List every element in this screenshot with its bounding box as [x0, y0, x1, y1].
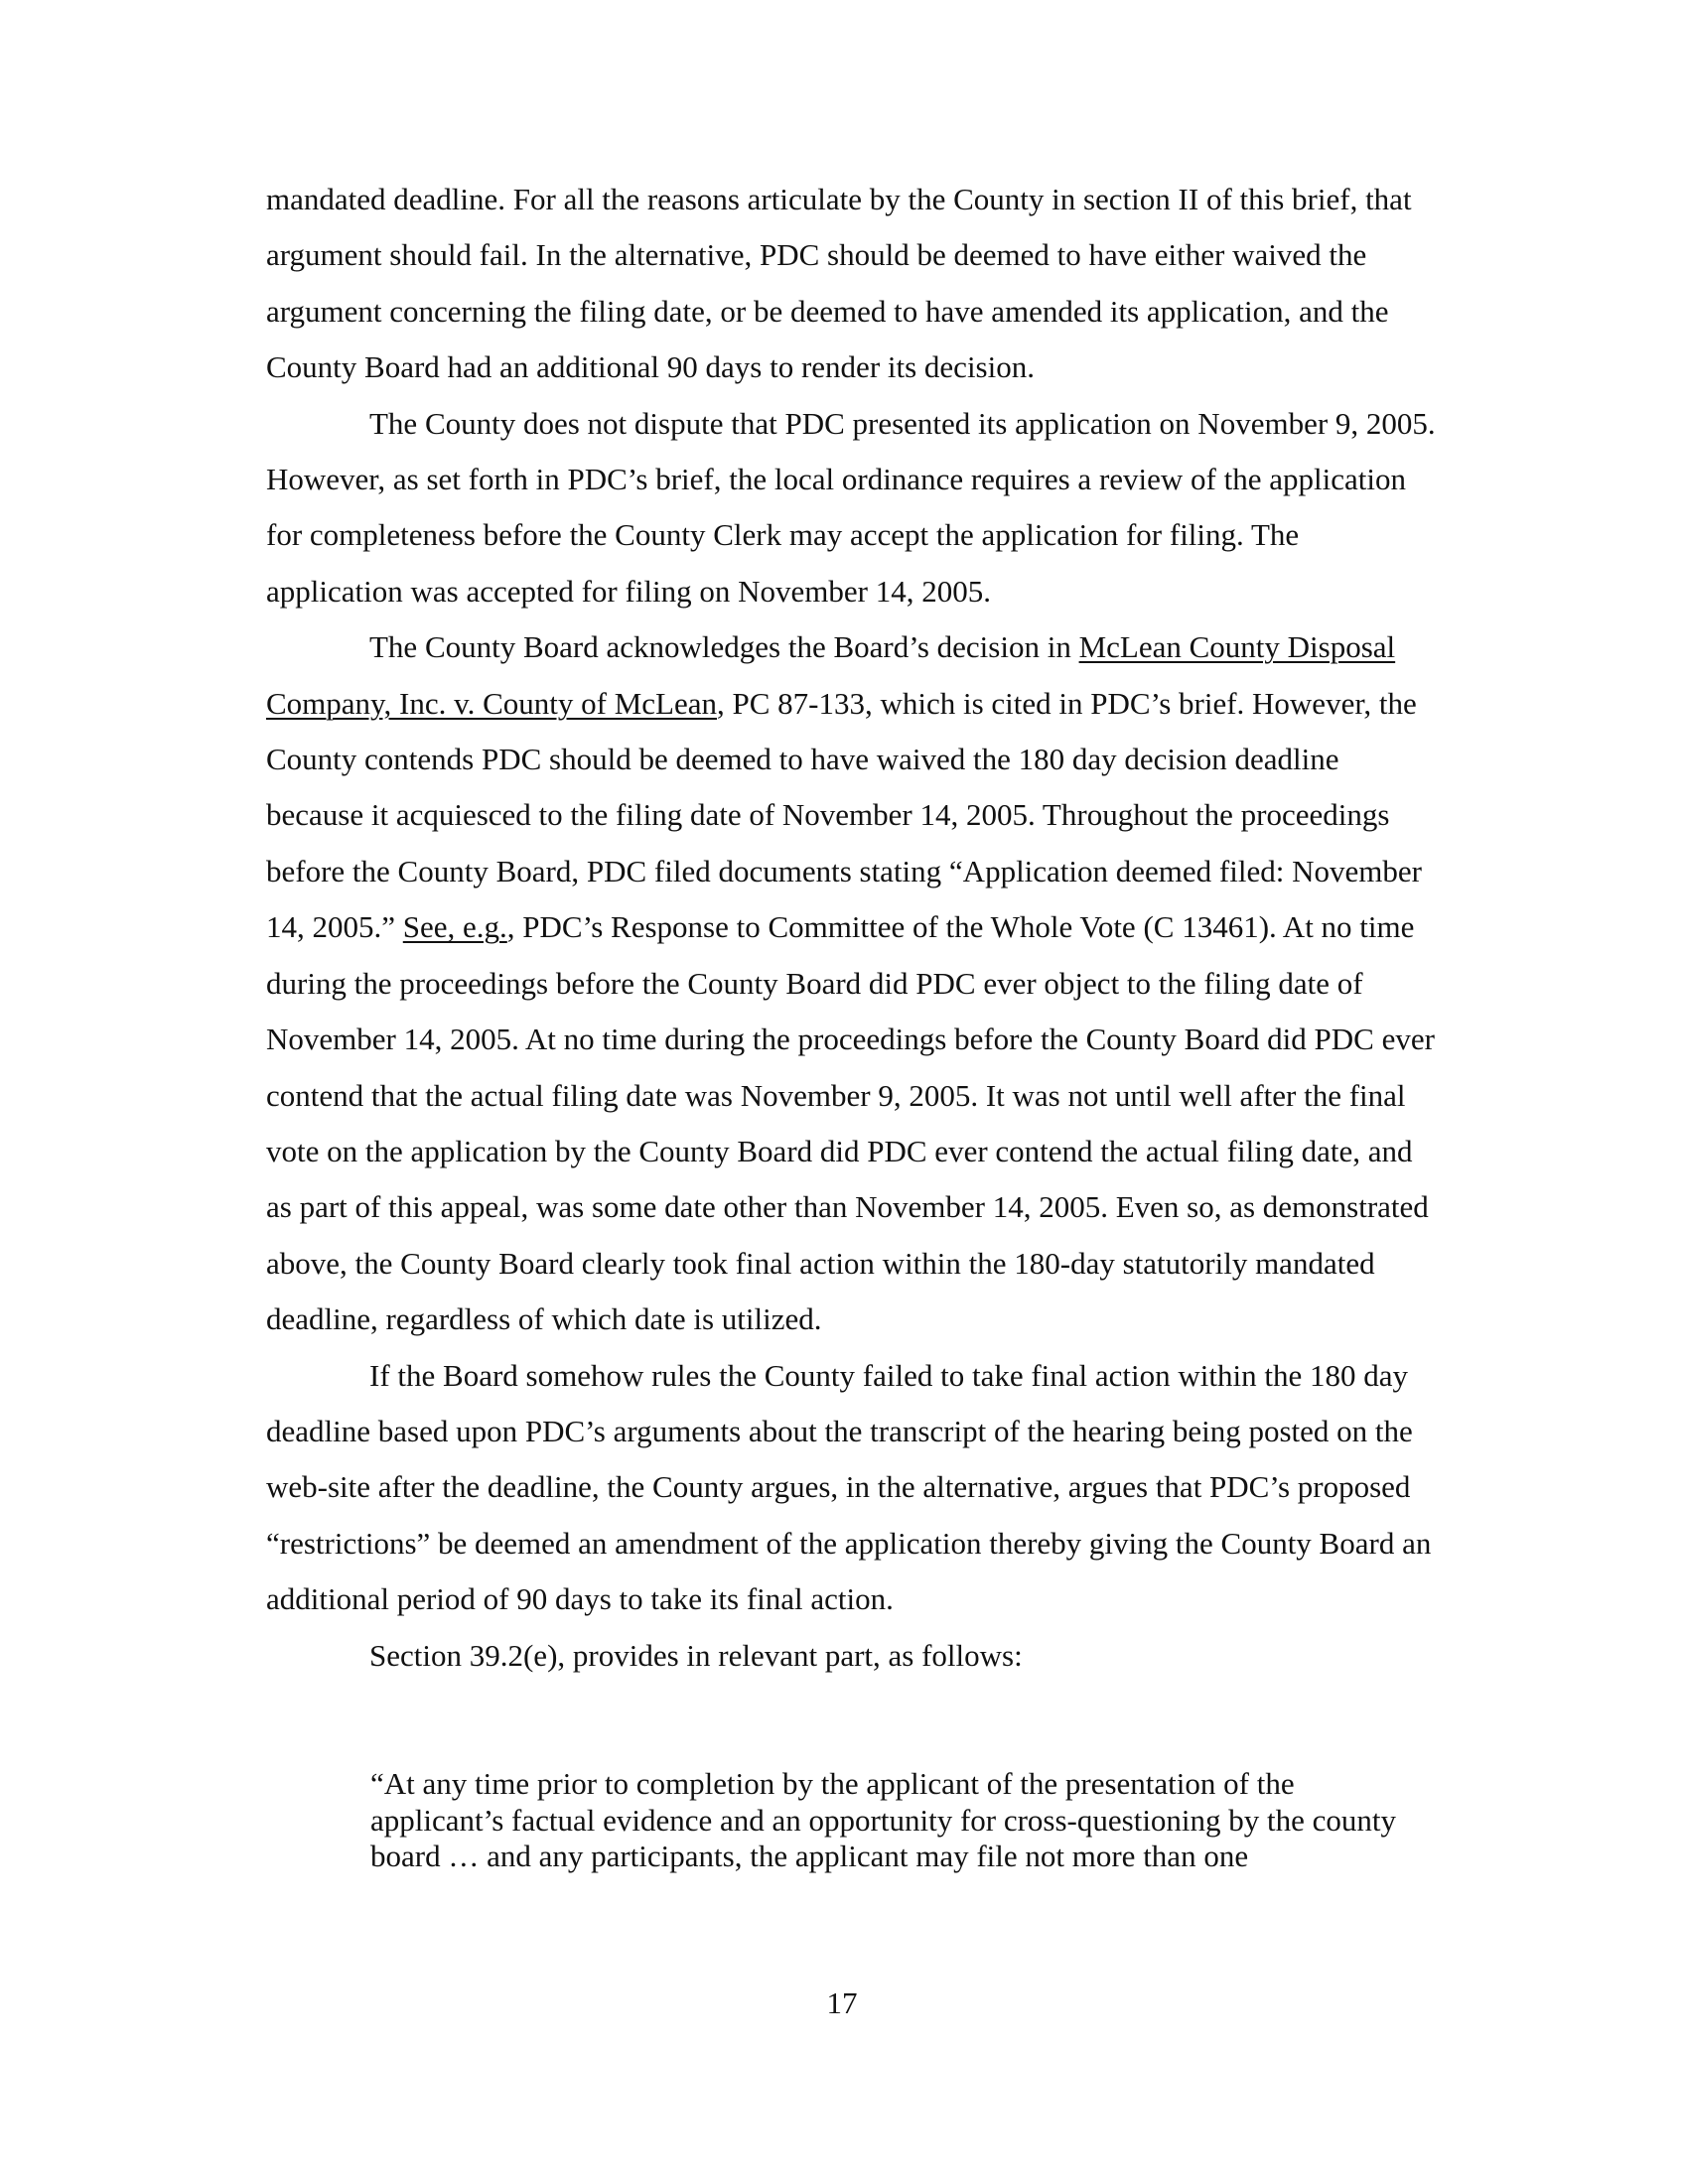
paragraph-waiver-argument — [266, 619, 1438, 1347]
paragraph-text: The County Board acknowledges the Board’s decision in — [369, 629, 1079, 665]
paragraph-continuation — [266, 172, 1438, 396]
statute-block-quote: “At any time prior to completion by the applicant of the presentation of the applicant’s factual evidence and an opportunity for cross-questioning by the county board … and any participants, the applicant may file not more than one — [370, 1766, 1397, 1873]
paragraph-section-intro — [266, 1628, 1438, 1684]
paragraph-text: , PDC’s Response to Committee of the Whole Vote (C 13461). At no time during the proceedings before the County Board did PDC ever object to the filing date of November 14, 2005. At no time during the proceedings before the County Board did PDC ever contend that the actual filing date was November 9, 2005. It was not until well after the final vote on the application by the County Board did PDC ever contend the actual filing date, and as part of this appeal, was some date other than November 14, 2005. Even so, as demonstrated above, the County Board clearly took final action within the 180-day statutorily mandated deadline, regardless of which date is utilized. — [266, 909, 1435, 1337]
paragraph-text: mandated deadline. For all the reasons articulate by the County in section II of this brief, that argument should fail. In the alternative, PDC should be deemed to have either waived the argument concerning the filing date, or be deemed to have amended its application, and the County Board had an additional 90 days to render its decision. — [266, 182, 1412, 385]
see-eg-signal: See, e.g. — [402, 909, 507, 945]
paragraph-alternative-amendment — [266, 1348, 1438, 1628]
paragraph-text: Section 39.2(e), provides in relevant part, as follows: — [369, 1637, 1023, 1673]
paragraph-filing-presentation — [266, 396, 1438, 620]
page-number: 17 — [826, 1985, 858, 2020]
case-citation: McLean County Disposal Company, Inc. v. County of McLean — [266, 629, 1396, 721]
paragraph-text: , PC 87-133, which is cited in PDC’s brief. However, the County contends PDC should be deemed to have waived the 180 day decision deadline because it acquiesced to the filing date of November 14, 2005. Throughout the proceedings before the County Board, PDC filed documents stating “Application deemed filed: November 14, 2005.” — [266, 685, 1422, 945]
paragraph-text: The County does not dispute that PDC presented its application on November 9, 2005. However, as set forth in PDC’s brief, the local ordinance requires a review of the application for completeness before the County Clerk may accept the application for filing. The application was accepted for filing on November 14, 2005. — [266, 405, 1436, 609]
body-text — [266, 172, 1438, 1684]
paragraph-text: If the Board somehow rules the County failed to take final action within the 180 day deadline based upon PDC’s arguments about the transcript of the hearing being posted on the web-site after the deadline, the County argues, in the alternative, argues that PDC’s proposed “restrictions” be deemed an amendment of the application thereby giving the County Board an additional period of 90 days to take its final action. — [266, 1357, 1432, 1617]
